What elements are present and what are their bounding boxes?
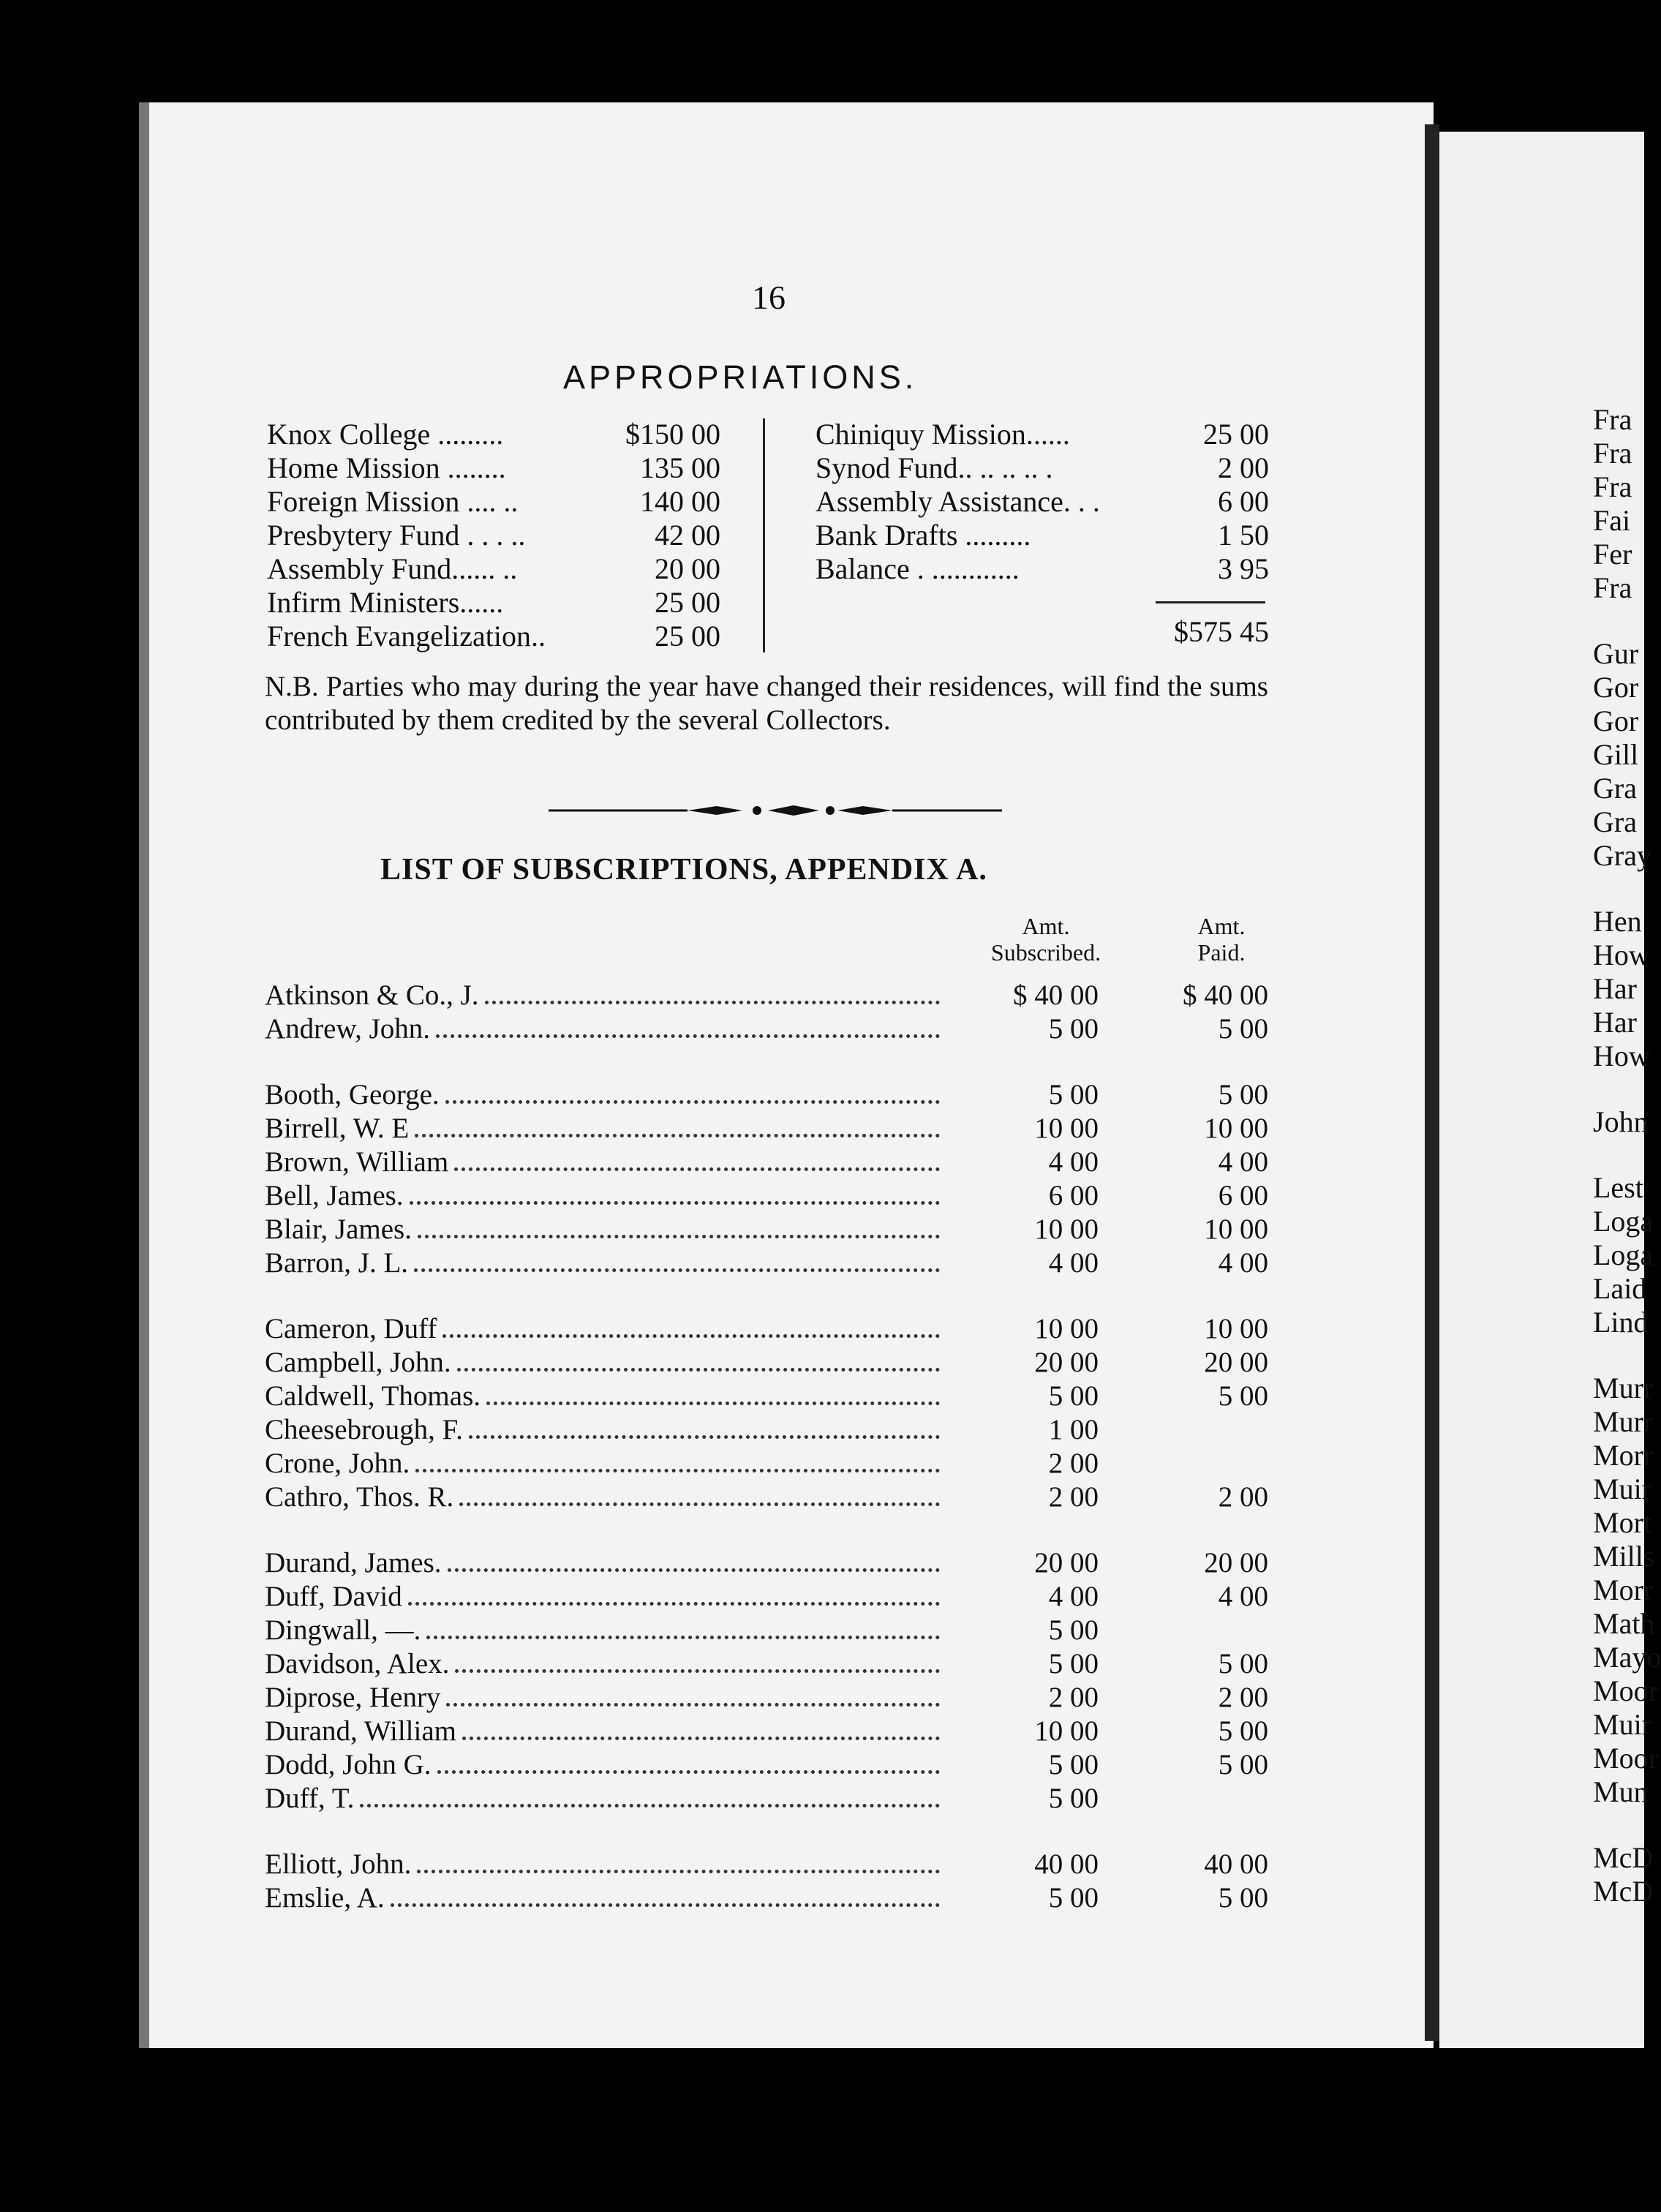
- subscription-row: [265, 1312, 1274, 1346]
- facing-page-word: Gray: [1593, 839, 1651, 872]
- appropriation-amount: 25 00: [655, 586, 720, 619]
- dot-leader: [459, 1502, 940, 1506]
- total-rule: [1156, 601, 1265, 603]
- subscriber-name: Dingwall, —.: [265, 1614, 421, 1646]
- dot-leader: [446, 1703, 940, 1707]
- dot-leader: [410, 1201, 940, 1205]
- amount-subscribed: 5 00: [1048, 1783, 1099, 1814]
- subscription-row: [265, 1146, 1274, 1179]
- facing-page-word: Math: [1593, 1607, 1655, 1640]
- appropriation-label: Foreign Mission .... ..: [267, 485, 519, 518]
- facing-page-word: Fra: [1593, 571, 1632, 604]
- appropriation-amount: 6 00: [1218, 485, 1269, 518]
- subscriber-name: Campbell, John.: [265, 1347, 451, 1378]
- dot-leader: [454, 1167, 940, 1171]
- subscriber-name: Diprose, Henry: [265, 1682, 441, 1713]
- subscription-row: [265, 1782, 1274, 1816]
- amount-subscribed: 6 00: [1048, 1180, 1099, 1211]
- facing-page-word: Gra: [1593, 772, 1637, 805]
- subscription-row: [265, 979, 1274, 1012]
- facing-page-word: Har: [1593, 1006, 1637, 1039]
- nb-note: N.B. Parties who may during the year have changed their residences, will find the sums contributed by them credited by the several Collectors.: [265, 671, 1268, 736]
- subscription-row: [265, 1078, 1274, 1112]
- amount-subscribed: 1 00: [1048, 1414, 1099, 1445]
- dot-leader: [448, 1568, 940, 1572]
- page-number: 16: [752, 279, 786, 316]
- appropriation-row: [267, 417, 720, 451]
- appropriation-label: Home Mission ........: [267, 451, 506, 484]
- amount-subscribed: 5 00: [1048, 1079, 1099, 1110]
- appropriation-label: Synod Fund.. .. .. .. .: [816, 451, 1053, 484]
- amount-subscribed: 40 00: [1034, 1848, 1099, 1880]
- amount-paid: 2 00: [1218, 1481, 1268, 1513]
- appropriation-row: [267, 484, 720, 518]
- appropriations-left-column: [267, 417, 720, 652]
- facing-page-word: Fra: [1593, 403, 1632, 436]
- facing-page-word: Mort: [1593, 1506, 1651, 1539]
- facing-page-word: Fra: [1593, 437, 1632, 470]
- facing-page-word: Murr: [1593, 1372, 1654, 1404]
- dot-leader: [437, 1770, 940, 1774]
- facing-page-word: Laid: [1593, 1272, 1647, 1305]
- facing-page-word: Morr: [1593, 1573, 1654, 1606]
- dot-leader: [485, 1001, 940, 1004]
- facing-page-word: Muir: [1593, 1708, 1651, 1741]
- subscriber-name: Emslie, A.: [265, 1882, 385, 1914]
- dot-leader: [445, 1100, 940, 1104]
- amount-subscribed: 20 00: [1034, 1547, 1099, 1579]
- facing-page-word: Moor: [1593, 1742, 1658, 1775]
- appropriation-label: Presbytery Fund . . . ..: [267, 519, 526, 552]
- appropriation-row: [816, 484, 1269, 518]
- amount-paid: 4 00: [1218, 1247, 1268, 1279]
- subscribed-header-line2: Subscribed.: [990, 939, 1101, 966]
- amount-subscribed: 5 00: [1048, 1882, 1099, 1914]
- amount-subscribed: 10 00: [1034, 1313, 1099, 1344]
- subscription-row: [265, 1213, 1274, 1246]
- amount-paid: 4 00: [1218, 1146, 1268, 1178]
- subscription-row: [265, 1546, 1274, 1580]
- appropriation-label: Bank Drafts .........: [816, 519, 1031, 552]
- amount-subscribed: 4 00: [1048, 1146, 1099, 1178]
- appropriation-amount: 25 00: [1203, 418, 1269, 451]
- subscriber-name: Durand, James.: [265, 1547, 442, 1579]
- facing-page-word: Gill: [1593, 738, 1639, 771]
- subscription-row: [265, 1246, 1274, 1280]
- subscriber-name: Brown, William: [265, 1146, 449, 1178]
- amount-subscribed: 5 00: [1048, 1013, 1099, 1045]
- facing-page-word: Murr: [1593, 1405, 1654, 1438]
- appropriation-row: [816, 417, 1269, 451]
- appropriation-row: [267, 552, 720, 585]
- amount-subscribed: 20 00: [1034, 1347, 1099, 1378]
- subscription-row: [265, 1112, 1274, 1146]
- facing-page-word: Gra: [1593, 805, 1637, 838]
- appropriation-amount: $150 00: [625, 418, 720, 451]
- facing-page: [1439, 132, 1661, 2048]
- appropriation-amount: 1 50: [1218, 519, 1269, 552]
- appropriation-row: [816, 451, 1269, 484]
- facing-page-word: How: [1593, 1039, 1650, 1072]
- amount-subscribed: 2 00: [1048, 1481, 1099, 1513]
- amount-paid: 4 00: [1218, 1581, 1268, 1612]
- amount-subscribed: 4 00: [1048, 1581, 1099, 1612]
- appropriation-label: French Evangelization..: [267, 620, 546, 652]
- subscribed-header-line1: Amt.: [1022, 913, 1070, 939]
- facing-page-word: Gor: [1593, 671, 1639, 704]
- subscription-row: [265, 1447, 1274, 1481]
- subscriber-name: Cathro, Thos. R.: [265, 1481, 454, 1513]
- amount-paid: 5 00: [1218, 1013, 1268, 1045]
- subscriber-name: Bell, James.: [265, 1180, 404, 1211]
- facing-page-word: McD: [1593, 1875, 1654, 1908]
- facing-page-word: Gur: [1593, 637, 1639, 670]
- appropriation-label: Knox College .........: [267, 418, 504, 451]
- amount-subscribed: 4 00: [1048, 1247, 1099, 1279]
- amount-subscribed: 5 00: [1048, 1648, 1099, 1679]
- amount-subscribed: 5 00: [1048, 1380, 1099, 1412]
- amount-paid: 20 00: [1204, 1547, 1268, 1579]
- subscription-row: [265, 1380, 1274, 1413]
- amount-paid: 10 00: [1204, 1113, 1268, 1144]
- subscriber-name: Cheesebrough, F.: [265, 1414, 463, 1445]
- subscription-row: [265, 1580, 1274, 1614]
- subscriber-name: Dodd, John G.: [265, 1749, 432, 1780]
- subscribed-column-header: [965, 913, 1126, 966]
- facing-page-word: Lest: [1593, 1171, 1643, 1204]
- subscription-row: [265, 1715, 1274, 1748]
- facing-page-word: McD: [1593, 1841, 1654, 1874]
- facing-page-word: Moor: [1593, 1674, 1658, 1707]
- amount-subscribed: 2 00: [1048, 1682, 1099, 1713]
- amount-subscribed: 10 00: [1034, 1715, 1099, 1747]
- subscriber-name: Blair, James.: [265, 1214, 412, 1245]
- appropriation-row: [267, 585, 720, 619]
- dot-leader: [415, 1134, 940, 1137]
- appropriation-row: [816, 552, 1269, 585]
- subscriber-name: Barron, J. L.: [265, 1247, 409, 1279]
- appropriation-amount: 20 00: [655, 552, 720, 585]
- paid-column-header: [1156, 913, 1287, 966]
- amount-subscribed: 10 00: [1034, 1214, 1099, 1245]
- facing-page-word: Gor: [1593, 704, 1639, 737]
- subscriber-name: Crone, John.: [265, 1448, 410, 1479]
- dot-leader: [418, 1235, 940, 1238]
- appropriation-label: Assembly Fund...... ..: [267, 552, 518, 585]
- facing-page-word: Har: [1593, 972, 1637, 1005]
- dot-leader: [360, 1804, 940, 1807]
- facing-page-word: Mills: [1593, 1540, 1655, 1573]
- column-divider: [763, 418, 765, 652]
- amount-paid: 20 00: [1204, 1347, 1268, 1378]
- appropriations-right-column: [816, 417, 1269, 585]
- subscriber-name: Elliott, John.: [265, 1848, 412, 1880]
- subscriber-name: Booth, George.: [265, 1079, 440, 1110]
- dot-leader: [415, 1469, 940, 1472]
- subscription-row: [265, 1346, 1274, 1380]
- appropriation-amount: 2 00: [1218, 451, 1269, 484]
- amount-subscribed: 10 00: [1034, 1113, 1099, 1144]
- dot-leader: [426, 1636, 940, 1639]
- amount-paid: 10 00: [1204, 1313, 1268, 1344]
- appropriation-row: [267, 451, 720, 484]
- amount-subscribed: 2 00: [1048, 1448, 1099, 1479]
- dot-leader: [408, 1602, 940, 1606]
- subscription-row: [265, 1881, 1274, 1915]
- subscriber-name: Duff, T.: [265, 1783, 355, 1814]
- facing-page-word: Morr: [1593, 1439, 1654, 1472]
- dot-leader: [486, 1402, 940, 1405]
- facing-page-word: Fer: [1593, 538, 1632, 571]
- subscription-row: [265, 1748, 1274, 1782]
- appropriations-total: $575 45: [1174, 615, 1269, 648]
- dot-leader: [414, 1268, 940, 1272]
- subscription-row: [265, 1179, 1274, 1213]
- amount-paid: 40 00: [1204, 1848, 1268, 1880]
- facing-page-word: Muir: [1593, 1472, 1651, 1505]
- facing-page-word: Mayo: [1593, 1641, 1661, 1674]
- facing-page-word: John: [1593, 1105, 1649, 1138]
- facing-page-word: How: [1593, 938, 1650, 971]
- appropriation-label: Infirm Ministers......: [267, 586, 504, 619]
- appropriation-row: [267, 518, 720, 552]
- facing-page-word: Mun: [1593, 1775, 1649, 1808]
- amount-paid: $ 40 00: [1183, 979, 1268, 1011]
- facing-page-word: Fai: [1593, 504, 1631, 537]
- dot-leader: [455, 1669, 940, 1673]
- subscriber-name: Duff, David: [265, 1581, 402, 1612]
- appropriation-amount: 135 00: [640, 451, 720, 484]
- amount-paid: 6 00: [1218, 1180, 1268, 1211]
- dot-leader: [417, 1870, 940, 1873]
- paid-header-line2: Paid.: [1197, 939, 1246, 966]
- subscriptions-title: LIST OF SUBSCRIPTIONS, APPENDIX A.: [380, 853, 987, 887]
- facing-page-word: Loga: [1593, 1205, 1654, 1238]
- appropriation-label: Assembly Assistance. . .: [816, 485, 1100, 518]
- amount-paid: 5 00: [1218, 1380, 1268, 1412]
- amount-paid: 5 00: [1218, 1749, 1268, 1780]
- facing-page-word: Loga: [1593, 1238, 1654, 1271]
- dot-leader: [457, 1368, 940, 1372]
- subscriber-name: Cameron, Duff: [265, 1313, 437, 1344]
- appropriation-amount: 25 00: [655, 620, 720, 652]
- subscriber-name: Andrew, John.: [265, 1013, 431, 1045]
- appropriation-amount: 140 00: [640, 485, 720, 518]
- facing-page-word: Fra: [1593, 470, 1632, 503]
- appropriation-row: [816, 518, 1269, 552]
- dot-leader: [462, 1737, 940, 1740]
- subscription-row: [265, 1012, 1274, 1046]
- subscriber-name: Durand, William: [265, 1715, 456, 1747]
- appropriation-label: Chiniquy Mission......: [816, 418, 1070, 451]
- appropriation-label: Balance . ............: [816, 552, 1020, 585]
- ornament-divider: [549, 803, 1002, 818]
- amount-subscribed: 5 00: [1048, 1614, 1099, 1646]
- subscription-row: [265, 1413, 1274, 1447]
- amount-paid: 10 00: [1204, 1214, 1268, 1245]
- subscriber-name: Birrell, W. E: [265, 1113, 410, 1144]
- appropriation-row: [267, 619, 720, 652]
- subscriber-name: Caldwell, Thomas.: [265, 1380, 481, 1412]
- subscription-row: [265, 1647, 1274, 1681]
- amount-paid: 5 00: [1218, 1079, 1268, 1110]
- facing-page-word: Hen: [1593, 905, 1642, 938]
- book-gutter: [1425, 124, 1439, 2041]
- dot-leader: [469, 1435, 940, 1439]
- amount-subscribed: $ 40 00: [1013, 979, 1099, 1011]
- dot-leader: [436, 1034, 940, 1038]
- appropriation-amount: 3 95: [1218, 552, 1269, 585]
- amount-subscribed: 5 00: [1048, 1749, 1099, 1780]
- facing-page-word: Lind: [1593, 1306, 1649, 1339]
- subscription-row: [265, 1848, 1274, 1881]
- dot-leader: [442, 1334, 940, 1338]
- subscription-row: [265, 1481, 1274, 1514]
- amount-paid: 2 00: [1218, 1682, 1268, 1713]
- subscriber-name: Davidson, Alex.: [265, 1648, 450, 1679]
- amount-paid: 5 00: [1218, 1648, 1268, 1679]
- amount-paid: 5 00: [1218, 1882, 1268, 1914]
- subscriber-name: Atkinson & Co., J.: [265, 979, 479, 1011]
- paid-header-line1: Amt.: [1197, 913, 1246, 939]
- dot-leader: [391, 1903, 940, 1907]
- subscription-row: [265, 1614, 1274, 1647]
- subscription-row: [265, 1681, 1274, 1715]
- amount-paid: 5 00: [1218, 1715, 1268, 1747]
- appropriations-title: APPROPRIATIONS.: [563, 358, 918, 396]
- appropriation-amount: 42 00: [655, 519, 720, 552]
